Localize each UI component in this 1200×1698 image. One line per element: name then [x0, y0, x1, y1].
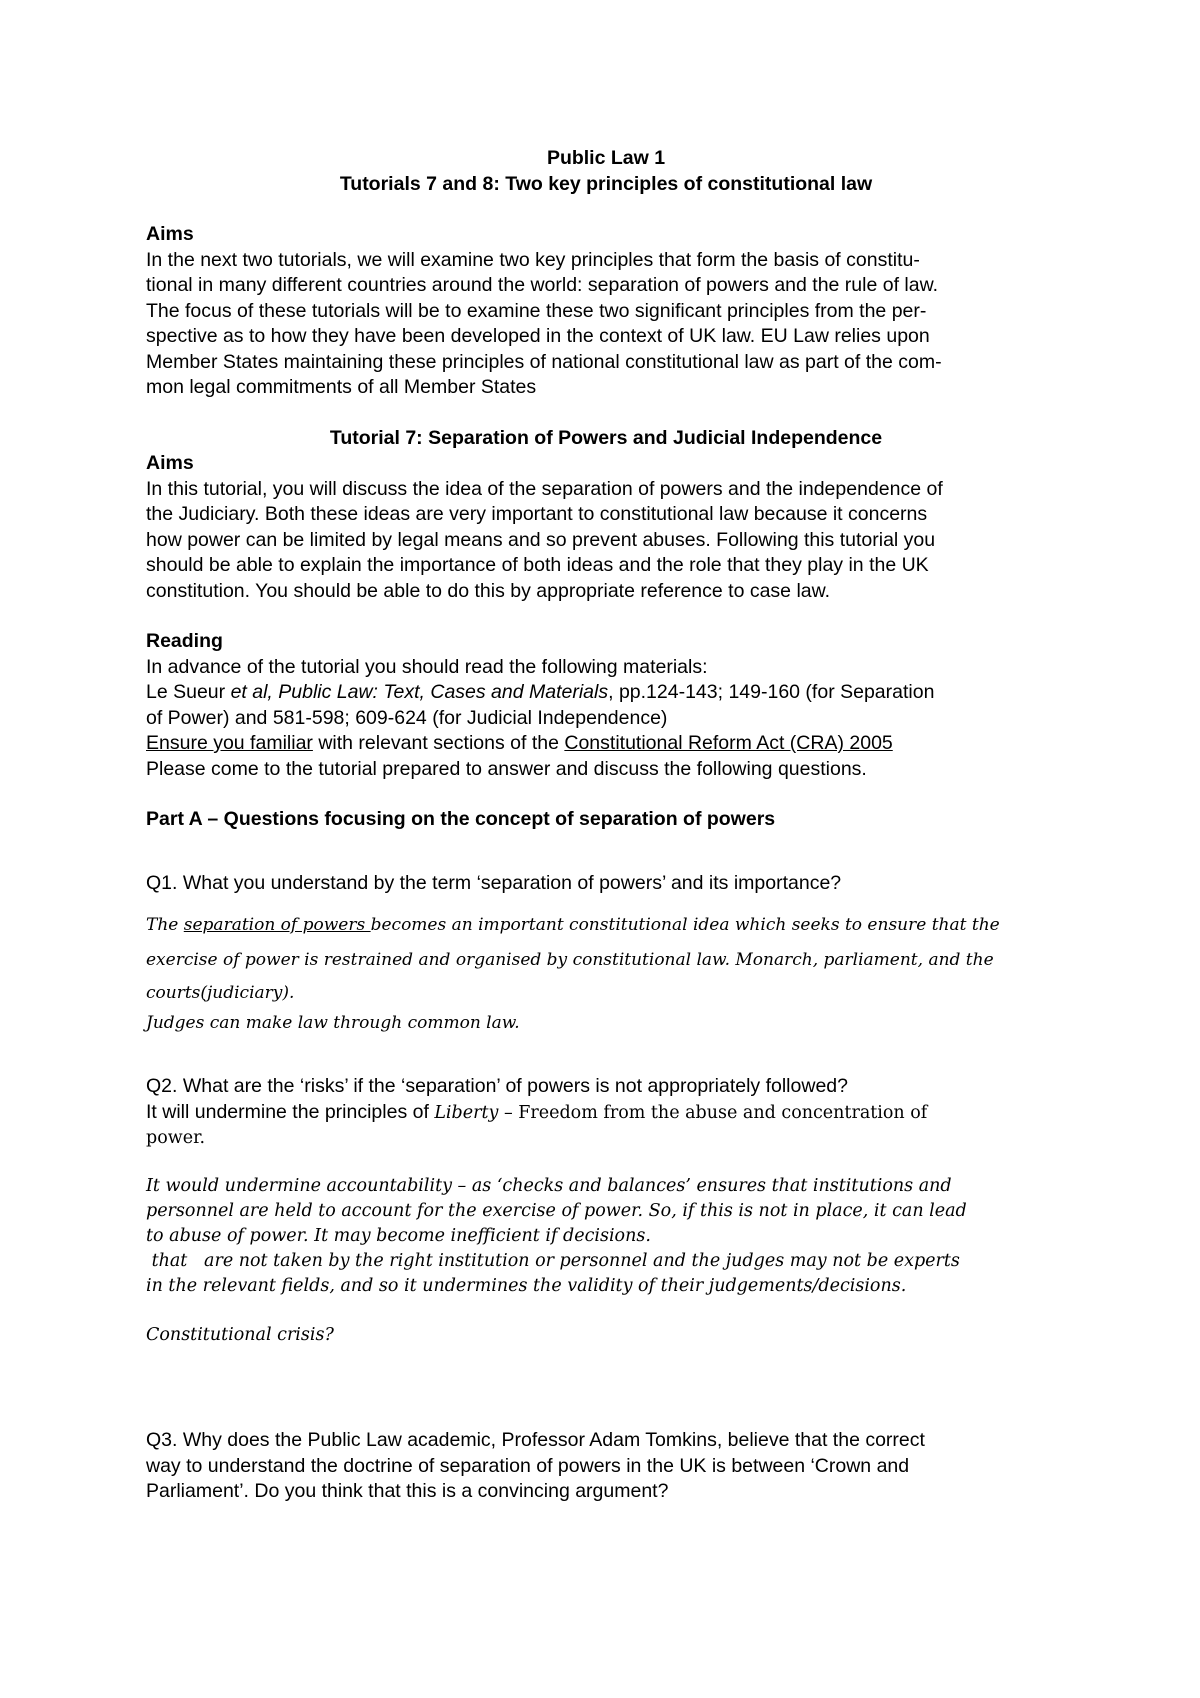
q2-paragraph-line: that are not taken by the right institution or personnel and the judges may not be experts — [146, 1250, 960, 1271]
constitutional-crisis: Constitutional crisis? — [146, 1324, 334, 1345]
reading-ensure — [146, 731, 1066, 757]
q3-line: Q3. Why does the Public Law academic, Professor Adam Tomkins, believe that the correct — [146, 1429, 925, 1451]
intro-line: Member States maintaining these principles of national constitutional law as part of the com- — [146, 350, 942, 373]
reading-heading: Reading — [146, 630, 223, 652]
tutorial7-aims-line: how power can be limited by legal means and so prevent abuses. Following this tutorial you — [146, 528, 936, 551]
tutorial7-aims-line: the Judiciary. Both these ideas are very important to constitutional law because it concerns — [146, 503, 928, 525]
document-title: Public Law 1 — [546, 147, 666, 169]
q1-answer-line: Judges can make law through common law. — [146, 1013, 520, 1033]
reading-come: Please come to the tutorial prepared to answer and discuss the following questions. — [146, 757, 867, 780]
q1-question: Q1. What you understand by the term ‘separation of powers’ and its importance? — [146, 871, 842, 894]
q1-answer-line: courts(judiciary). — [146, 983, 295, 1003]
liberty-term: Liberty — [434, 1102, 499, 1123]
intro-aims-heading: Aims — [146, 223, 194, 245]
q2-paragraph-line: personnel are held to account for the exercise of power. So, if this is not in place, it can lead — [146, 1200, 967, 1221]
q2-question: Q2. What are the ‘risks’ if the ‘separation’ of powers is not appropriately followed? — [146, 1075, 848, 1097]
q1-answer — [146, 908, 1066, 1038]
q2-paragraph-line: in the relevant fields, and so it undermines the validity of their judgements/decisions. — [146, 1275, 907, 1296]
reading-book-pages-cont: of Power) and 581-598; 609-624 (for Judicial Independence) — [146, 706, 668, 729]
q3-line: Parliament’. Do you think that this is a convincing argument? — [146, 1480, 669, 1502]
tutorial7-aims-line: In this tutorial, you will discuss the idea of the separation of powers and the independence of — [146, 477, 943, 500]
tutorial7-aims-heading: Aims — [146, 452, 194, 474]
q3-line: way to understand the doctrine of separation of powers in the UK is between ‘Crown and — [146, 1454, 910, 1477]
tutorial7-heading: Tutorial 7: Separation of Powers and Judicial Independence — [329, 426, 883, 449]
book-author: Le Sueur — [146, 681, 231, 703]
reading-intro: In advance of the tutorial you should read the following materials: — [146, 655, 708, 678]
intro-line: In the next two tutorials, we will examine two key principles that form the basis of constitu- — [146, 248, 920, 271]
q2-paragraph — [146, 1174, 1066, 1299]
q2-answer-line: It will undermine the principles of Liberty – Freedom from the abuse and concentration of — [146, 1100, 928, 1123]
q2-answer-line: power. — [146, 1128, 206, 1148]
intro-line: spective as to how they have been developed in the context of UK law. EU Law relies upon — [146, 325, 930, 347]
ensure-mid: with relevant sections of the — [312, 732, 565, 754]
ensure-underlined: Ensure you familiar — [146, 732, 313, 754]
intro-line: tional in many different countries around the world: separation of powers and the rule of law. — [146, 274, 939, 296]
cra-link[interactable]: Constitutional Reform Act (CRA) 2005 — [564, 732, 893, 754]
tutorial7-aims-line: should be able to explain the importance of both ideas and the role that they play in the UK — [146, 554, 929, 576]
q1-answer-line: exercise of power is restrained and organised by constitutional law. Monarch, parliament, and the — [146, 950, 994, 970]
document-body — [146, 146, 1066, 1505]
book-title: et al, Public Law: Text, Cases and Materials — [230, 681, 609, 703]
document-subtitle: Tutorials 7 and 8: Two key principles of constitutional law — [339, 172, 873, 195]
intro-line: The focus of these tutorials will be to examine these two significant principles from the per- — [146, 299, 927, 322]
q1-answer-line: The separation of powers becomes an important constitutional idea which seeks to ensure that the — [146, 915, 1000, 935]
tutorial7-aims-line: constitution. You should be able to do this by appropriate reference to case law. — [146, 579, 831, 602]
q1-answer-underlined: separation of powers — [183, 915, 371, 935]
reading-book — [146, 680, 1066, 706]
book-pages: , pp.124-143; 149-160 (for Separation — [608, 681, 935, 703]
q2-paragraph-line: It would undermine accountability – as ‘checks and balances’ ensures that institutions and — [146, 1175, 952, 1196]
intro-line: mon legal commitments of all Member States — [146, 376, 537, 398]
q2-paragraph-line: to abuse of power. It may become inefficient if decisions. — [146, 1225, 651, 1246]
part-a-heading: Part A – Questions focusing on the concept of separation of powers — [146, 808, 776, 830]
